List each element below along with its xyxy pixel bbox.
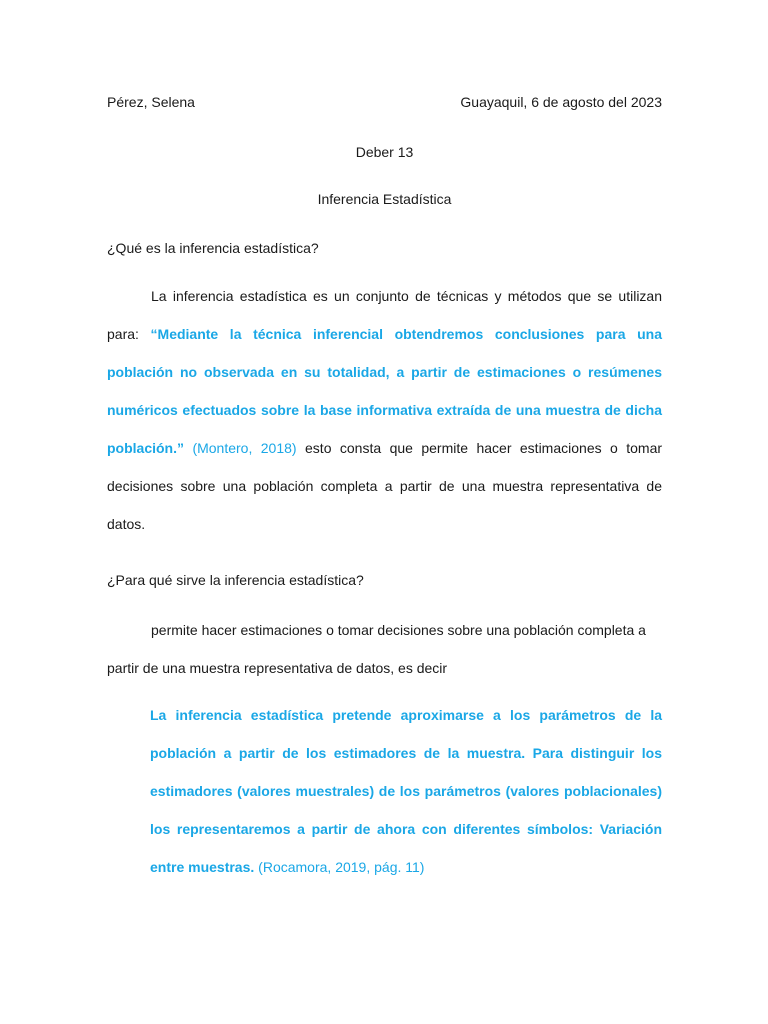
section1-quote: “Mediante la técnica inferencial obtendremos conclusiones para una población no observada en su totalidad, a partir de estimaciones o resúmenes numéricos efectuados sobre la base informativa extraída de una muestra de dicha población.”: [107, 326, 662, 456]
section2-heading: ¿Para qué sirve la inferencia estadística?: [107, 572, 364, 588]
section1-citation: (Montero, 2018): [192, 440, 297, 456]
block-quote-text: La inferencia estadística pretende aproximarse a los parámetros de la población a partir de los estimadores de la muestra. Para distinguir los estimadores (valores muestrales) de los parámetros (valores poblacionales) los representaremos a partir de ahora con diferentes símbolos: Variación entre muestras.: [150, 707, 662, 875]
section2-block-quote: [150, 696, 662, 886]
section1-intro: La inferencia estadística es un conjunto de técnicas y métodos que se utilizan para:: [107, 288, 662, 342]
section2-paragraph: [107, 611, 662, 687]
author-name: Pérez, Selena: [107, 94, 195, 110]
section1-heading: ¿Qué es la inferencia estadística?: [107, 240, 319, 256]
place-date: Guayaquil, 6 de agosto del 2023: [460, 94, 662, 110]
document-title: Inferencia Estadística: [317, 191, 452, 207]
section1-paragraph: [107, 277, 662, 543]
assignment-label: Deber 13: [355, 144, 414, 160]
block-quote-citation: (Rocamora, 2019, pág. 11): [258, 859, 425, 875]
section1-continuation: esto consta que permite hacer estimaciones o tomar decisiones sobre una población completa a partir de una muestra representativa de datos.: [107, 440, 663, 532]
document-header: [107, 92, 662, 112]
section2-body: permite hacer estimaciones o tomar decisiones sobre una población completa a partir de una muestra representativa de datos, es decir: [107, 622, 646, 676]
